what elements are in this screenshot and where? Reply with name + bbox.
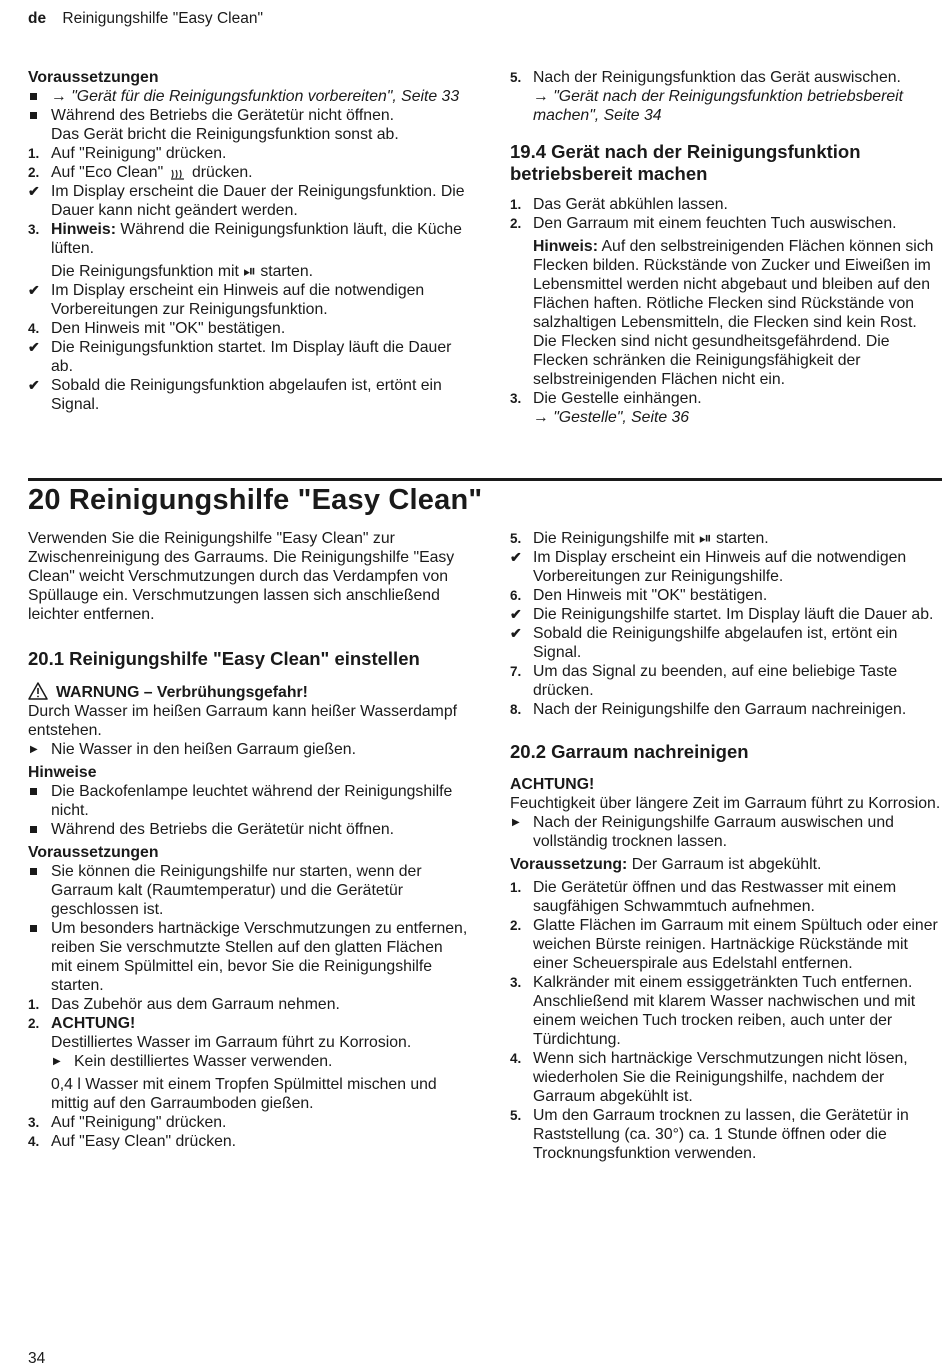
arrow-icon: → <box>51 88 67 105</box>
section-divider <box>28 478 942 481</box>
action-item <box>28 740 468 759</box>
notes-heading: Hinweise <box>28 764 97 781</box>
top-left-column <box>28 68 468 414</box>
action-item <box>510 813 942 851</box>
header-title: Reinigungshilfe "Easy Clean" <box>62 10 263 27</box>
result-item <box>28 182 468 220</box>
step-text: Die Gestelle einhängen. <box>533 390 702 407</box>
step-text: Auf "Reinigung" drücken. <box>51 145 227 162</box>
step-text: Kalkränder mit einem essiggetränkten Tuch entfernen. Anschließend mit klarem Wasser nachwischen und mit einem weichen Tuch trocken reiben, auch unter der Türdichtung. <box>533 974 916 1048</box>
prereq-text: Sie können die Reinigungshilfe nur starten, wenn der Garraum kalt (Raumtemperatur) und die Gerätetür geschlossen ist. <box>51 863 422 918</box>
step-item <box>28 220 468 258</box>
action-text: Nach der Reinigungshilfe Garraum auswischen und vollständig trocknen lassen. <box>533 814 894 850</box>
prereq-heading: Voraussetzungen <box>28 69 159 86</box>
action-text: Nie Wasser in den heißen Garraum gießen. <box>51 741 356 758</box>
step-item <box>28 1132 468 1151</box>
step-text: Nach der Reinigungsfunktion das Gerät auswischen. <box>533 69 901 86</box>
prereq-item <box>28 862 468 919</box>
step-text: drücken. <box>191 164 253 181</box>
step-number: 1. <box>28 997 40 1012</box>
note-label: Hinweis: <box>533 238 598 255</box>
step-number: 1. <box>510 197 522 212</box>
result-text: Sobald die Reinigungshilfe abgelaufen ist, ertönt ein Signal. <box>533 625 898 661</box>
step-text: Das Zubehör aus dem Garraum nehmen. <box>51 996 340 1013</box>
step-item <box>510 878 942 916</box>
step-text: Auf "Easy Clean" drücken. <box>51 1133 237 1150</box>
step-item <box>510 68 942 87</box>
result-text: Im Display erscheint ein Hinweis auf die notwendigen Vorbereitungen zur Reinigungshilfe. <box>533 549 907 585</box>
section-heading-20-1: 20.1 Reinigungshilfe "Easy Clean" einstellen <box>28 648 420 669</box>
prereq-item <box>28 87 468 106</box>
step-number: 3. <box>28 1115 40 1130</box>
step-item <box>510 973 942 1049</box>
bottom-left-column <box>28 529 468 1151</box>
step-item <box>510 916 942 973</box>
step-text: Während die Reinigungsfunktion läuft, die Küche lüften. <box>51 221 462 257</box>
note-text: Auf den selbstreinigenden Flächen können sich Flecken bilden. Rückstände von Zucker und Eiweißen im Lebensmittel werden nicht abgebaut und bleiben auf den Flächen haften. Rötliche Flecken sind Rückstände von salzhaltigen Lebensmitteln, die Flecken sind kein Rost. Die Flecken sind nicht gesundheitsgefährdend. Die Flecken schränken die Reinigungsfähigkeit der selbstreinigenden Flächen nicht ein. <box>533 238 934 388</box>
result-item <box>510 548 942 586</box>
step-number: 3. <box>510 975 522 990</box>
warning-heading <box>28 682 468 702</box>
checkmark-icon: ✔ <box>28 282 40 298</box>
step-item <box>510 1049 942 1106</box>
step-item <box>510 700 942 719</box>
bullet-square-icon <box>30 112 37 119</box>
step-item <box>510 586 942 605</box>
bullet-square-icon <box>30 788 37 795</box>
step-number: 4. <box>28 1134 40 1149</box>
bottom-right-column <box>510 529 942 1163</box>
checkmark-icon: ✔ <box>510 606 522 622</box>
step-text: Auf "Reinigung" drücken. <box>51 1114 227 1131</box>
arrow-icon: → <box>533 409 549 426</box>
arrow-icon: → <box>533 88 549 105</box>
result-item <box>28 338 468 376</box>
step-number: 5. <box>510 531 522 546</box>
step-item <box>510 529 942 548</box>
checkmark-icon: ✔ <box>28 339 40 355</box>
step-number: 2. <box>28 1016 40 1031</box>
step-item <box>28 1113 468 1132</box>
checkmark-icon: ✔ <box>510 625 522 641</box>
step-text: Die Reinigungsfunktion mit <box>51 263 239 280</box>
step-text: Das Gerät abkühlen lassen. <box>533 196 728 213</box>
bullet-square-icon <box>30 868 37 875</box>
step-text: Den Hinweis mit "OK" bestätigen. <box>51 320 286 337</box>
checkmark-icon: ✔ <box>510 549 522 565</box>
note-item <box>28 782 468 820</box>
note-block <box>510 237 942 389</box>
step-number: 4. <box>28 321 40 336</box>
result-text: Die Reinigungsfunktion startet. Im Display läuft die Dauer ab. <box>51 339 452 375</box>
caution-label: ACHTUNG! <box>51 1015 136 1032</box>
caution-text: Destilliertes Wasser im Garraum führt zu Korrosion. <box>51 1034 412 1051</box>
step-text: Um den Garraum trocknen zu lassen, die Gerätetür in Raststellung (ca. 30°) ca. 1 Stunde öffnen oder die Trocknungsfunktion verwenden. <box>533 1107 909 1162</box>
start-pause-icon: ⏯ <box>698 530 712 547</box>
step-number: 3. <box>510 391 522 406</box>
chapter-title: 20 Reinigungshilfe "Easy Clean" <box>28 484 483 516</box>
step-text: Die Gerätetür öffnen und das Restwasser mit einem saugfähigen Schwammtuch aufnehmen. <box>533 879 897 915</box>
start-pause-icon: ⏯ <box>243 263 256 280</box>
prereq-text: Um besonders hartnäckige Verschmutzungen zu entfernen, reiben Sie verschmutzte Stellen auf den glatten Flächen mit einem Spülmittel ein, bevor Sie die Reinigungshilfe starten. <box>51 920 468 994</box>
step-item <box>510 389 942 408</box>
step-number: 7. <box>510 664 522 679</box>
step-number: 2. <box>28 165 40 180</box>
note-text: Während des Betriebs die Gerätetür nicht öffnen. <box>51 821 395 838</box>
step-item <box>510 1106 942 1163</box>
step-text: Die Reinigungshilfe mit <box>533 530 695 547</box>
warning-triangle-icon <box>28 682 48 700</box>
result-text: Im Display erscheint die Dauer der Reinigungsfunktion. Die Dauer kann nicht geändert werden. <box>51 183 465 219</box>
result-text: Die Reinigungshilfe startet. Im Display läuft die Dauer ab. <box>533 606 934 623</box>
section-heading-20-2: 20.2 Garraum nachreinigen <box>510 741 749 762</box>
checkmark-icon: ✔ <box>28 377 40 393</box>
step-number: 5. <box>510 70 522 85</box>
cross-reference-link[interactable]: "Gestelle", Seite 36 <box>553 409 690 426</box>
step-number: 8. <box>510 702 522 717</box>
note-item <box>28 820 468 839</box>
note-text: Die Backofenlampe leuchtet während der Reinigungshilfe nicht. <box>51 783 453 819</box>
result-item <box>28 281 468 319</box>
step-text: Auf "Eco Clean" <box>51 164 164 181</box>
prereq-item <box>28 919 468 995</box>
result-item <box>510 605 942 624</box>
step-text: starten. <box>260 263 314 280</box>
step-number: 4. <box>510 1051 522 1066</box>
step-item <box>28 995 468 1014</box>
action-triangle-icon: ▶ <box>512 817 520 828</box>
eco-clean-icon <box>170 166 186 180</box>
cross-reference <box>510 87 942 125</box>
section-heading-19-4: 19.4 Gerät nach der Reinigungsfunktion betriebsbereit machen <box>510 141 861 184</box>
result-item <box>510 624 942 662</box>
caution-label: ACHTUNG! <box>510 776 595 793</box>
prereq-line <box>510 855 942 874</box>
step-number: 6. <box>510 588 522 603</box>
cross-reference <box>510 408 942 427</box>
result-item <box>28 376 468 414</box>
intro-paragraph: Verwenden Sie die Reinigungshilfe "Easy Clean" zur Zwischenreinigung des Garraums. Die Reinigungshilfe "Easy Clean" weicht Verschmutzungen durch das Verdampfen von Spüllauge ein. Verschmutzungen lassen sich anschließend leichter entfernen. <box>28 530 455 623</box>
step-number: 3. <box>28 222 40 237</box>
step-number: 2. <box>510 216 522 231</box>
page-number: 34 <box>28 1350 46 1367</box>
step-number: 2. <box>510 918 522 933</box>
step-item <box>28 319 468 338</box>
step-item <box>510 195 942 214</box>
step-item <box>28 144 468 163</box>
step-text: Wenn sich hartnäckige Verschmutzungen nicht lösen, wiederholen Sie die Reinigungshilfe, nachdem der Garraum abgekühlt ist. <box>533 1050 908 1105</box>
note-label: Hinweis: <box>51 221 116 238</box>
bullet-square-icon <box>30 925 37 932</box>
prereq-text: Das Gerät bricht die Reinigungsfunktion sonst ab. <box>51 126 399 143</box>
step-text: Glatte Flächen im Garraum mit einem Spültuch oder einer weichen Bürste reinigen. Hartnäckige Rückstände mit einer Scheuerspirale aus Edelstahl entfernen. <box>533 917 938 972</box>
prereq-label: Voraussetzung: <box>510 856 628 873</box>
step-item <box>28 1014 468 1052</box>
action-triangle-icon: ▶ <box>53 1056 61 1067</box>
step-text: Nach der Reinigungshilfe den Garraum nachreinigen. <box>533 701 907 718</box>
checkmark-icon: ✔ <box>28 183 40 199</box>
step-number: 1. <box>510 880 522 895</box>
step-number: 1. <box>28 146 40 161</box>
warning-label: WARNUNG – Verbrühungsgefahr! <box>56 684 308 701</box>
action-text: Kein destilliertes Wasser verwenden. <box>74 1053 333 1070</box>
language-code: de <box>28 10 47 27</box>
action-item <box>28 1052 468 1071</box>
bullet-square-icon <box>30 826 37 833</box>
top-right-column <box>510 68 942 427</box>
step-item <box>510 214 942 233</box>
step-item <box>510 662 942 700</box>
page-header <box>28 10 263 28</box>
step-number: 5. <box>510 1108 522 1123</box>
step-text: Den Hinweis mit "OK" bestätigen. <box>533 587 768 604</box>
prereq-text: Während des Betriebs die Gerätetür nicht öffnen. <box>51 107 395 124</box>
action-triangle-icon: ▶ <box>30 744 38 755</box>
step-continuation: 0,4 l Wasser mit einem Tropfen Spülmittel mischen und mittig auf den Garraumboden gießen. <box>51 1076 437 1112</box>
step-text: Den Garraum mit einem feuchten Tuch auswischen. <box>533 215 897 232</box>
bullet-square-icon <box>30 93 37 100</box>
step-continuation <box>28 262 468 281</box>
result-text: Sobald die Reinigungsfunktion abgelaufen ist, ertönt ein Signal. <box>51 377 442 413</box>
cross-reference-link[interactable]: "Gerät nach der Reinigungsfunktion betriebsbereit machen", Seite 34 <box>533 88 904 124</box>
prereq-item <box>28 106 468 144</box>
step-item <box>28 163 468 182</box>
result-text: Im Display erscheint ein Hinweis auf die notwendigen Vorbereitungen zur Reinigungsfunktion. <box>51 282 425 318</box>
step-text: Um das Signal zu beenden, auf eine beliebige Taste drücken. <box>533 663 898 699</box>
prereq-heading: Voraussetzungen <box>28 844 159 861</box>
prereq-text: Der Garraum ist abgekühlt. <box>631 856 822 873</box>
cross-reference-link[interactable]: "Gerät für die Reinigungsfunktion vorbereiten", Seite 33 <box>71 88 460 105</box>
step-text: starten. <box>715 530 769 547</box>
warning-text: Durch Wasser im heißen Garraum kann heißer Wasserdampf entstehen. <box>28 703 457 739</box>
caution-text: Feuchtigkeit über längere Zeit im Garraum führt zu Korrosion. <box>510 795 941 812</box>
